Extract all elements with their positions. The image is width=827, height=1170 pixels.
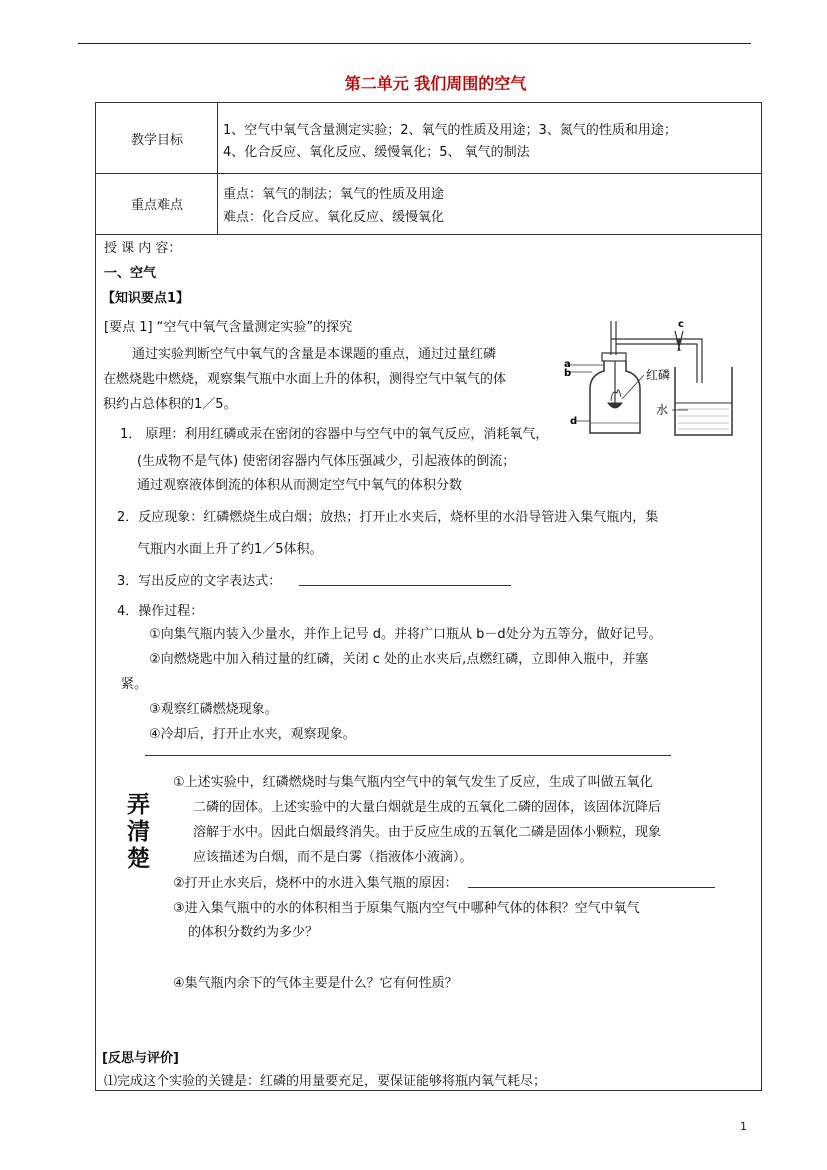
clarify-char-1: 弄 bbox=[127, 791, 150, 818]
principle-line-3: 通过观察液体倒流的体积从而测定空气中氧气的体积分数 bbox=[137, 478, 463, 493]
label-c: c bbox=[678, 319, 684, 330]
clarify-question-3-cont: 的体积分数约为多少？ bbox=[188, 925, 319, 940]
word-equation-blank bbox=[299, 585, 511, 586]
clarify-question-2: ②打开止水夹后，烧杯中的水进入集气瓶的原因： bbox=[173, 876, 458, 891]
page-title: 第二单元 我们周围的空气 bbox=[344, 74, 527, 93]
apparatus-figure bbox=[562, 315, 764, 440]
label-d: d bbox=[570, 416, 578, 427]
label-b: b bbox=[564, 368, 572, 379]
intro-line-3: 积约占总体积的1／5。 bbox=[103, 397, 237, 412]
teaching-goals-line-2: 4、化合反应、氧化反应、缓慢氧化；5、 氧气的制法 bbox=[223, 145, 530, 160]
separator-line bbox=[145, 755, 671, 756]
label-water: 水 bbox=[656, 403, 669, 417]
teaching-goals-line-1: 1、空气中氧气含量测定实验；2、氧气的性质及用途；3、氮气的性质和用途； bbox=[223, 123, 677, 138]
table-column-divider bbox=[217, 103, 218, 234]
row-label-teaching-goals: 教学目标 bbox=[130, 133, 183, 148]
clarify-line-3: 溶解于水中。因此白烟最终消失。由于反应生成的五氧化二磷是固体小颗粒，现象 bbox=[193, 825, 662, 840]
page-number: 1 bbox=[740, 1120, 747, 1133]
key-point-line: 重点：氧气的制法；氧气的性质及用途 bbox=[223, 187, 445, 202]
principle-line-1: 1． 原理：利用红磷或汞在密闭的容器中与空气中的氧气反应，消耗氧气， bbox=[120, 427, 549, 442]
clarify-question-4: ④集气瓶内余下的气体主要是什么？它有何性质？ bbox=[173, 976, 458, 991]
procedure-step-4: ④冷却后，打开止水夹，观察现象。 bbox=[149, 727, 356, 742]
row-label-key-points: 重点难点 bbox=[130, 198, 183, 213]
word-equation-prompt: 3．写出反应的文字表达式： bbox=[117, 574, 282, 589]
beaker bbox=[675, 367, 732, 435]
label-red-phosphorus: 红磷 bbox=[646, 368, 671, 382]
clarify-char-3: 楚 bbox=[127, 845, 150, 872]
lesson-table bbox=[95, 102, 762, 1091]
procedure-step-2: ②向燃烧匙中加入稍过量的红磷，关闭 c 处的止水夹后,点燃红磷，立即伸入瓶中，并塞 bbox=[149, 652, 649, 667]
label-a: a bbox=[564, 359, 571, 370]
reflection-line-1: ⑴完成这个实验的关键是：红磷的用量要充足，要保证能够将瓶内氧气耗尽； bbox=[104, 1074, 547, 1089]
procedure-heading: 4．操作过程： bbox=[117, 604, 204, 619]
procedure-step-1: ①向集气瓶内装入少量水，并作上记号 d。并将广口瓶从 b－d处分为五等分，做好记号。 bbox=[149, 627, 662, 642]
intro-line-1: 通过实验判断空气中氧气的含量是本课题的重点，通过过量红磷 bbox=[132, 347, 497, 362]
point1-title: [要点 1] “空气中氧气含量测定实验”的探究 bbox=[104, 320, 353, 335]
phenomenon-line-2: 气瓶内水面上升了约1／5体积。 bbox=[137, 542, 323, 557]
clarify-line-4: 应该描述为白烟，而不是白雾（指液体小液滴）。 bbox=[193, 850, 473, 865]
clarify-char-2: 清 bbox=[127, 818, 150, 845]
difficult-point-line: 难点：化合反应、氧化反应、缓慢氧化 bbox=[223, 210, 445, 225]
clarify-line-1: ①上述实验中，红磷燃烧时与集气瓶内空气中的氧气发生了反应，生成了叫做五氧化 bbox=[173, 775, 653, 790]
clarify-question-3: ③进入集气瓶中的水的体积相当于原集气瓶内空气中哪种气体的体积？空气中氧气 bbox=[173, 901, 640, 916]
bottle-stopper bbox=[602, 353, 626, 361]
principle-line-2: (生成物不是气体) 使密闭容器内气体压强减少，引起液体的倒流； bbox=[137, 454, 516, 469]
table-row-divider bbox=[96, 234, 761, 235]
lesson-heading: 授 课 内 容： bbox=[104, 241, 182, 256]
knowledge-point-heading: 【知识要点1】 bbox=[102, 291, 190, 306]
intro-line-2: 在燃烧匙中燃烧，观察集气瓶中水面上升的体积，测得空气中氧气的体 bbox=[103, 372, 507, 387]
burning-spoon-cup bbox=[608, 403, 622, 408]
section-heading-air: 一、空气 bbox=[104, 266, 157, 281]
reflection-heading: [反思与评价] bbox=[102, 1051, 179, 1066]
clarify-answer-blank bbox=[468, 887, 715, 888]
header-rule bbox=[78, 43, 751, 44]
flame-icon bbox=[611, 390, 621, 401]
table-row-divider bbox=[96, 173, 761, 174]
clarify-line-2: 二磷的固体。上述实验中的大量白烟就是生成的五氧化二磷的固体，该固体沉降后 bbox=[193, 800, 662, 815]
phenomenon-line-1: 2．反应现象：红磷燃烧生成白烟；放热；打开止水夹后，烧杯里的水沿导管进入集气瓶内，集 bbox=[117, 510, 659, 525]
water-clamp bbox=[675, 331, 683, 351]
procedure-step-2-cont: 紧。 bbox=[121, 677, 148, 692]
procedure-step-3: ③观察红磷燃烧现象。 bbox=[149, 702, 278, 717]
